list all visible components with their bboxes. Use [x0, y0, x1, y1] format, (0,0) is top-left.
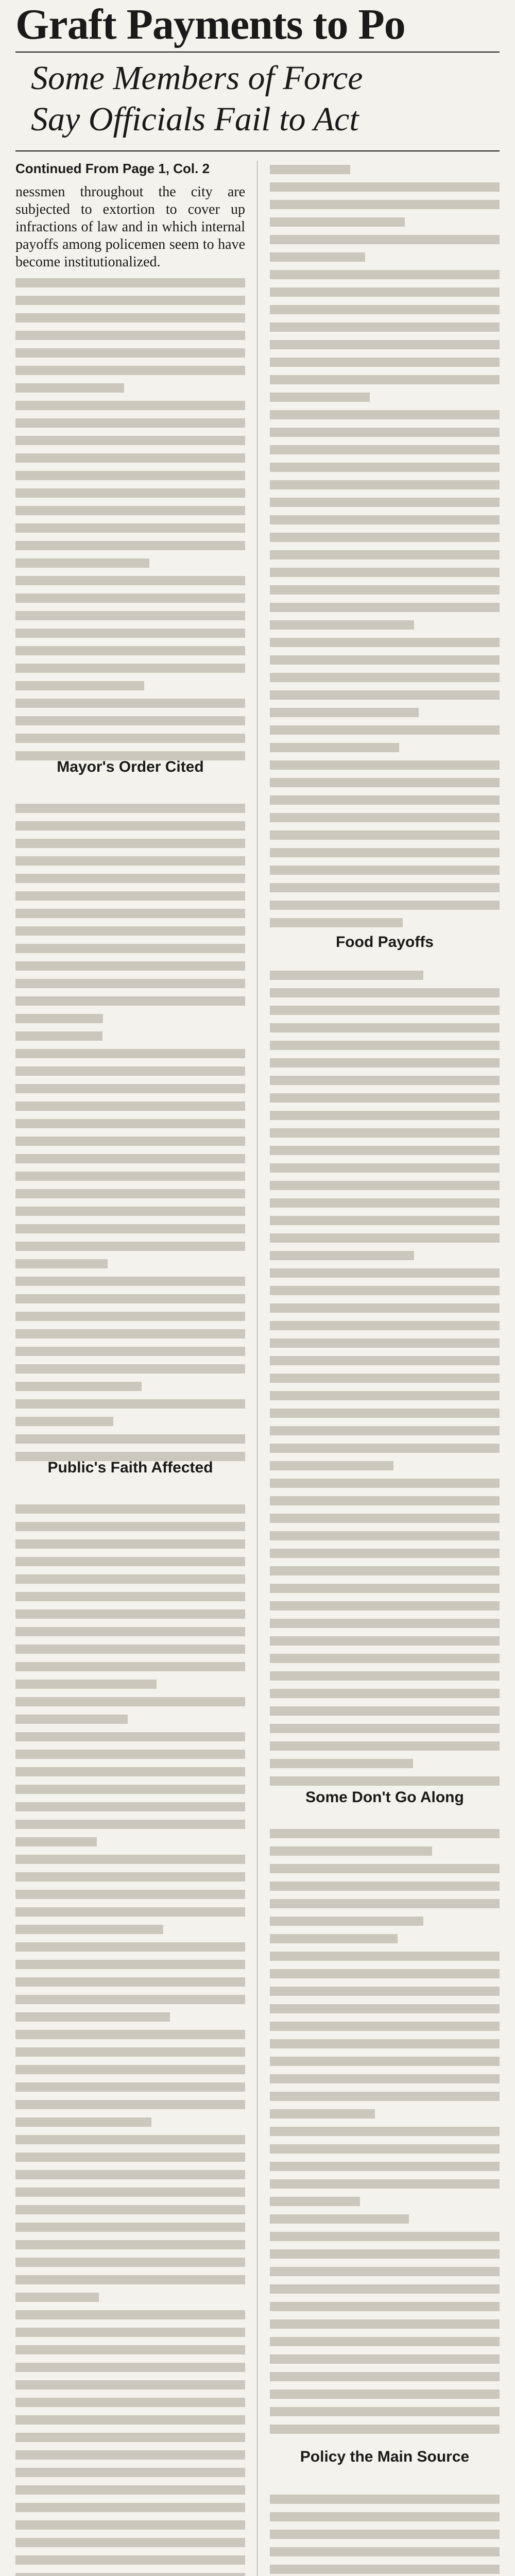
body-text-line — [270, 235, 500, 244]
body-text-line — [15, 2380, 245, 2389]
body-text-line — [270, 480, 500, 489]
body-text-line — [270, 2057, 500, 2066]
body-text-line — [15, 1837, 97, 1846]
body-text-line — [270, 1969, 500, 1978]
body-text-line — [15, 821, 245, 831]
body-text-line — [270, 305, 500, 314]
body-text-line — [270, 2284, 500, 2294]
body-text-line — [15, 1066, 245, 1076]
body-text-line — [270, 1338, 500, 1348]
body-text-line — [15, 1609, 245, 1619]
body-text-line — [270, 2004, 500, 2013]
body-text-line — [15, 1802, 245, 1811]
body-text-line — [15, 1014, 103, 1023]
body-text-line — [15, 2328, 245, 2337]
body-text-line — [15, 576, 245, 585]
body-text-line — [270, 690, 500, 700]
body-text-line — [15, 331, 245, 340]
body-text-line — [15, 1925, 163, 1934]
body-text-line — [270, 778, 500, 787]
body-text-line — [270, 2232, 500, 2241]
article-column-left — [15, 161, 245, 2576]
body-text-line — [270, 217, 405, 227]
body-text-line — [270, 2179, 500, 2189]
body-text-line — [15, 2503, 245, 2512]
body-text-line — [15, 1662, 245, 1671]
body-text-line — [15, 891, 245, 901]
body-text-line — [270, 1724, 500, 1733]
body-text-line — [270, 2162, 500, 2171]
body-text-line — [15, 1172, 245, 1181]
body-text-line — [15, 594, 245, 603]
body-text-line — [15, 1592, 245, 1601]
body-text-line — [270, 585, 500, 595]
body-text-line — [15, 2100, 245, 2109]
subhead-mayors-order: Mayor's Order Cited — [57, 758, 204, 775]
body-text-line — [270, 2425, 500, 2434]
body-text-line — [270, 1479, 500, 1488]
body-text-line — [270, 1058, 500, 1067]
body-text-line — [270, 2039, 500, 2048]
body-text-line — [270, 1917, 423, 1926]
body-text-line — [15, 2188, 245, 2197]
body-text-line — [15, 2538, 245, 2547]
body-text-line — [15, 1767, 245, 1776]
body-text-line — [15, 2205, 245, 2214]
body-text-line — [270, 1759, 413, 1768]
body-text-line — [270, 358, 500, 367]
body-text-line — [270, 2565, 500, 2574]
body-text-line — [270, 1584, 500, 1593]
body-text-line — [15, 1504, 245, 1514]
body-text-line — [270, 2302, 500, 2311]
body-text-line — [270, 1531, 500, 1540]
column-divider — [257, 161, 258, 2576]
body-text-line — [270, 603, 500, 612]
body-text-line — [15, 839, 245, 848]
body-text-line — [270, 1023, 500, 1032]
body-text-line — [15, 2450, 245, 2460]
body-text-line — [15, 2573, 245, 2576]
body-text-line — [270, 725, 500, 735]
body-text-line — [270, 1006, 500, 1015]
body-text-line — [15, 1750, 245, 1759]
body-text-line — [15, 1960, 245, 1969]
body-text-line — [15, 1697, 245, 1706]
body-text-line — [270, 1111, 500, 1120]
body-text-line — [15, 1364, 245, 1374]
body-text-line — [15, 1242, 245, 1251]
body-text-line — [15, 2345, 245, 2354]
body-text-line — [270, 428, 500, 437]
body-text-line — [15, 2223, 245, 2232]
body-text-line — [270, 340, 500, 349]
body-text-line — [270, 1461, 393, 1470]
body-text-line — [15, 471, 245, 480]
body-text-line — [270, 1409, 500, 1418]
body-text-line — [15, 1294, 245, 1303]
body-text-line — [270, 1846, 432, 1856]
body-text-line — [270, 1864, 500, 1873]
body-text-line — [270, 743, 399, 752]
body-text-line — [270, 270, 500, 279]
body-text-line — [15, 2030, 245, 2039]
subhead-policy-main-source: Policy the Main Source — [300, 2448, 470, 2465]
deck-rule — [15, 150, 500, 151]
body-text-line — [15, 1154, 245, 1163]
body-text-line — [15, 2363, 245, 2372]
body-text-line — [270, 2389, 500, 2399]
body-text-line — [15, 699, 245, 708]
body-text-line — [270, 550, 500, 560]
body-text-line — [15, 2153, 245, 2162]
body-text-line — [15, 436, 245, 445]
body-text-line — [15, 1137, 245, 1146]
body-text-line — [270, 831, 500, 840]
body-text-line — [270, 2022, 500, 2031]
body-text-line — [15, 1277, 245, 1286]
body-text-line — [15, 1715, 128, 1724]
body-text-line — [15, 629, 245, 638]
body-text-line — [270, 1952, 500, 1961]
body-text-line — [15, 2468, 245, 2477]
body-text-line — [270, 1829, 500, 1838]
body-text-line — [15, 1224, 245, 1233]
body-text-line — [15, 874, 245, 883]
body-text-line — [15, 1785, 245, 1794]
body-text-line — [270, 1268, 500, 1278]
body-text-line — [15, 646, 245, 655]
body-text-line — [15, 1329, 245, 1338]
body-text-line — [15, 2065, 245, 2074]
body-text-line — [15, 2047, 245, 2057]
body-text-line — [270, 1076, 500, 1085]
body-text-line — [270, 2249, 500, 2259]
body-text-line — [15, 1101, 245, 1111]
headline: Graft Payments to Po — [15, 1, 405, 48]
body-text-line — [15, 1942, 245, 1952]
headline-rule — [15, 52, 500, 53]
body-text-line — [270, 2354, 500, 2364]
body-text-line — [15, 681, 144, 690]
body-text-line — [15, 1557, 245, 1566]
body-text-line — [15, 734, 245, 743]
body-text-line — [15, 2170, 245, 2179]
body-text-line — [270, 971, 423, 980]
body-text-line — [15, 996, 245, 1006]
body-text-line — [15, 1347, 245, 1356]
body-text-line — [270, 568, 500, 577]
body-text-line — [270, 1549, 500, 1558]
body-text-line — [15, 506, 245, 515]
body-text-line — [270, 1374, 500, 1383]
body-text-line — [15, 2433, 245, 2442]
body-text-line — [270, 708, 419, 717]
body-text-line — [15, 1084, 245, 1093]
body-text-line — [15, 1382, 142, 1391]
body-text-line — [270, 2267, 500, 2276]
body-text-line — [270, 1987, 500, 1996]
body-text-line — [15, 664, 245, 673]
body-text-line — [15, 278, 245, 287]
body-text-line — [15, 2310, 245, 2319]
body-text-line — [15, 1207, 245, 1216]
body-text-line — [15, 366, 245, 375]
body-text-line — [270, 1619, 500, 1628]
body-text-line — [15, 2520, 245, 2530]
body-text-line — [15, 1820, 245, 1829]
body-text-line — [270, 515, 500, 524]
body-text-line — [270, 2337, 500, 2346]
body-text-line — [15, 926, 245, 936]
body-text-line — [15, 1732, 245, 1741]
body-text-line — [270, 2197, 360, 2206]
body-text-line — [270, 2074, 500, 2083]
article-column-right — [270, 161, 500, 2576]
body-text-line — [270, 1636, 500, 1646]
body-text-line — [270, 2144, 500, 2154]
body-text-line — [270, 323, 500, 332]
body-text-line — [270, 1146, 500, 1155]
body-text-line — [270, 2407, 500, 2416]
body-text-line — [270, 2547, 500, 2556]
body-text-line — [15, 2082, 245, 2092]
body-text-line — [270, 2495, 500, 2504]
body-text-line — [270, 1198, 500, 1208]
body-text-line — [15, 1031, 102, 1041]
body-text-line — [15, 2117, 151, 2127]
body-text-line — [15, 1189, 245, 1198]
body-text-line — [15, 2012, 170, 2022]
body-text-line — [15, 1259, 108, 1268]
body-text-line — [270, 901, 500, 910]
body-text-line — [270, 1514, 500, 1523]
body-text-line — [270, 1934, 398, 1943]
body-text-line — [15, 1855, 245, 1864]
body-text-line — [15, 979, 245, 988]
body-text-line — [270, 252, 365, 262]
body-text-line — [270, 165, 350, 174]
body-text-line — [15, 2415, 245, 2425]
body-text-line — [270, 445, 500, 454]
body-text-line — [270, 866, 500, 875]
body-text-line — [270, 463, 500, 472]
body-text-line — [270, 2530, 500, 2539]
body-text-line — [15, 1119, 245, 1128]
body-text-line — [270, 1689, 500, 1698]
body-text-line — [15, 944, 245, 953]
body-text-line — [15, 2240, 245, 2249]
body-text-line — [270, 2109, 375, 2119]
body-text-line — [15, 1434, 245, 1444]
body-text-line — [270, 1251, 414, 1260]
subhead-some-dont-go-along: Some Don't Go Along — [305, 1789, 464, 1806]
body-text-line — [15, 2485, 245, 2495]
body-text-line — [270, 1356, 500, 1365]
body-text-line — [15, 1627, 245, 1636]
body-text-line — [270, 655, 500, 665]
body-text-line — [15, 961, 245, 971]
body-text-line — [15, 541, 245, 550]
body-text-line — [15, 1645, 245, 1654]
body-text-line — [270, 1496, 500, 1505]
body-text-line — [15, 1680, 157, 1689]
body-text-line — [270, 638, 500, 647]
body-text-line — [270, 2512, 500, 2521]
body-text-line — [270, 760, 500, 770]
body-text-line — [270, 2214, 409, 2224]
body-text-line — [270, 1216, 500, 1225]
body-text-line — [270, 1286, 500, 1295]
body-text-line — [270, 1671, 500, 1681]
body-text-line — [270, 813, 500, 822]
body-text-line — [270, 1233, 500, 1243]
body-text-line — [15, 558, 149, 568]
body-text-line — [270, 1741, 500, 1751]
body-text-line — [270, 1882, 500, 1891]
body-text-line — [270, 1303, 500, 1313]
body-text-line — [15, 523, 245, 533]
body-text-line — [270, 918, 403, 927]
body-text-line — [270, 1426, 500, 1435]
body-text-line — [15, 383, 124, 393]
body-text-line — [270, 673, 500, 682]
body-text-line — [15, 1417, 113, 1426]
body-text-line — [270, 1776, 500, 1786]
body-text-line — [15, 909, 245, 918]
body-text-line — [15, 2258, 245, 2267]
body-text-line — [270, 1181, 500, 1190]
body-text-line — [15, 296, 245, 305]
body-text-line — [15, 313, 245, 323]
body-text-line — [15, 2135, 245, 2144]
body-text-line — [270, 2092, 500, 2101]
body-text-line — [270, 1706, 500, 1716]
continued-from-line: Continued From Page 1, Col. 2 — [15, 161, 210, 176]
body-text-line — [270, 1321, 500, 1330]
body-text-line — [270, 533, 500, 542]
body-text-line — [15, 1049, 245, 1058]
body-text-line — [270, 883, 500, 892]
body-text-line — [270, 1601, 500, 1611]
body-text-line — [15, 1522, 245, 1531]
body-text-line — [15, 2293, 99, 2302]
body-text-line — [15, 418, 245, 428]
body-text-line — [15, 488, 245, 498]
body-text-line — [270, 182, 500, 192]
subhead-publics-faith: Public's Faith Affected — [47, 1459, 213, 1476]
body-text-line — [15, 1539, 245, 1549]
body-text-line — [270, 375, 500, 384]
body-text-line — [270, 2319, 500, 2329]
body-text-line — [15, 856, 245, 866]
deck-line-1: Some Members of Force — [31, 59, 363, 97]
lede-paragraph: nessmen throughout the city are subjected to extortion to cover up infractions of law and in which internal payoffs among policemen seem to have become institutionalized. — [15, 184, 245, 270]
body-text-line — [270, 988, 500, 997]
body-text-line — [15, 2398, 245, 2407]
body-text-line — [15, 1907, 245, 1917]
body-text-line — [270, 1899, 500, 1908]
body-text-line — [15, 1312, 245, 1321]
body-text-line — [15, 2555, 245, 2565]
body-text-line — [270, 1566, 500, 1575]
body-text-line — [270, 393, 370, 402]
body-text-line — [270, 848, 500, 857]
body-text-line — [270, 1041, 500, 1050]
body-text-line — [270, 410, 500, 419]
body-text-line — [270, 795, 500, 805]
body-text-line — [15, 453, 245, 463]
body-text-line — [15, 1872, 245, 1882]
body-text-line — [270, 1391, 500, 1400]
body-text-line — [15, 401, 245, 410]
body-text-line — [15, 1890, 245, 1899]
body-text-line — [15, 348, 245, 358]
body-text-line — [270, 498, 500, 507]
body-text-line — [15, 2275, 245, 2284]
subhead-food-payoffs: Food Payoffs — [335, 934, 434, 951]
body-text-line — [270, 1654, 500, 1663]
body-text-line — [270, 620, 414, 630]
body-text-line — [270, 1093, 500, 1103]
body-text-line — [15, 804, 245, 813]
body-text-line — [270, 1128, 500, 1138]
body-text-line — [270, 287, 500, 297]
body-text-line — [15, 1399, 245, 1409]
body-text-line — [270, 2127, 500, 2136]
deck-line-2: Say Officials Fail to Act — [31, 100, 359, 138]
body-text-line — [270, 1444, 500, 1453]
body-text-line — [270, 2372, 500, 2381]
body-text-line — [15, 1574, 245, 1584]
body-text-line — [270, 200, 500, 209]
body-text-line — [270, 1163, 500, 1173]
body-text-line — [15, 1977, 245, 1987]
body-text-line — [15, 716, 245, 725]
body-text-line — [15, 611, 245, 620]
body-text-line — [15, 1995, 245, 2004]
